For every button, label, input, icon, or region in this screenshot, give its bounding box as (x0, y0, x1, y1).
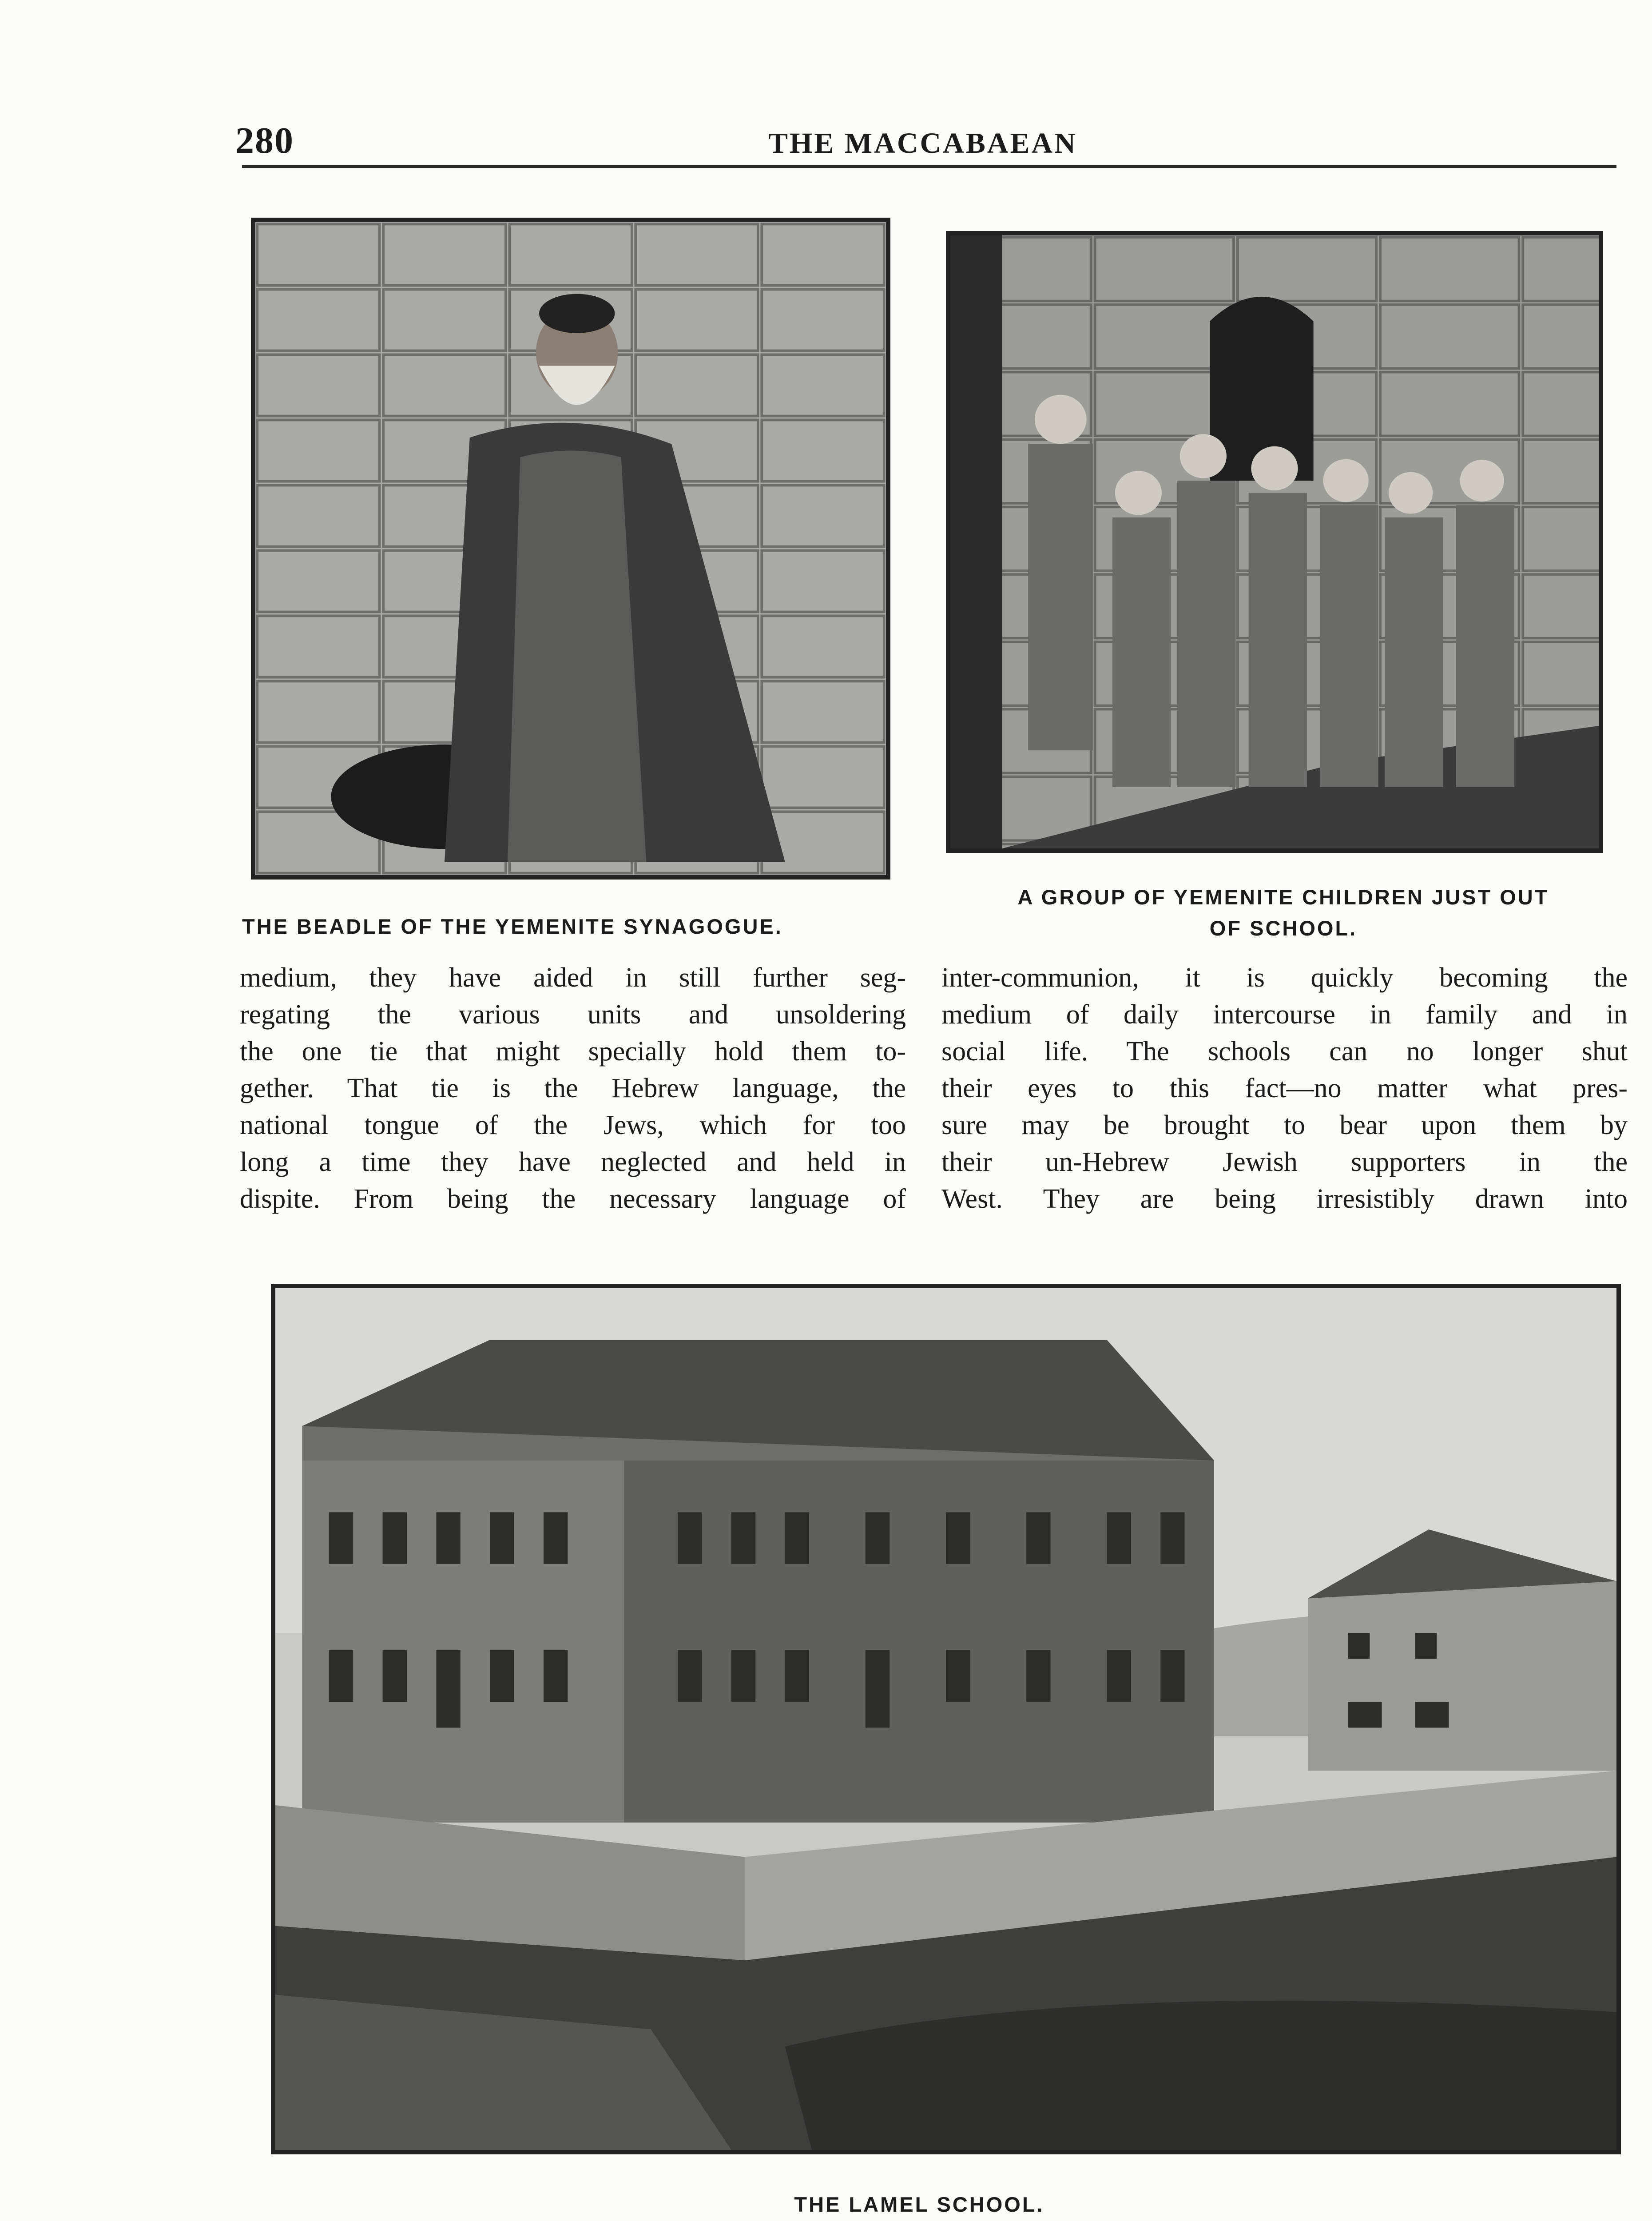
photo-school (271, 1284, 1621, 2154)
children-photo-illustration (950, 235, 1599, 848)
caption-school: THE LAMEL SCHOOL. (794, 2193, 1044, 2216)
text-line: medium of daily intercourse in family and in (941, 999, 1628, 1030)
text-line: long a time they have neglected and held in (240, 1147, 906, 1177)
text-line: dispite. From being the necessary language of (240, 1184, 906, 1214)
beadle-photo-illustration (255, 222, 886, 875)
text-line: social life. The schools can no longer shut (941, 1036, 1628, 1067)
header-rule (242, 165, 1616, 168)
text-line: medium, they have aided in still further seg- (240, 963, 906, 993)
caption-beadle: THE BEADLE OF THE YEMENITE SYNAGOGUE. (242, 915, 783, 938)
text-line: their un-Hebrew Jewish supporters in the (941, 1147, 1628, 1177)
caption-children-line1: A GROUP OF YEMENITE CHILDREN JUST OUT (1017, 885, 1549, 909)
text-line: West. They are being irresistibly drawn into (941, 1184, 1628, 1214)
caption-children (937, 882, 1630, 944)
text-line: inter-communion, it is quickly becoming the (941, 963, 1628, 993)
text-line: their eyes to this fact—no matter what pres- (941, 1073, 1628, 1103)
body-left-column (240, 959, 906, 1218)
running-title: THE MACCABAEAN (768, 127, 1077, 159)
caption-children-line2: OF SCHOOL. (1209, 916, 1358, 940)
body-right-column (941, 959, 1628, 1218)
text-line: gether. That tie is the Hebrew language, the (240, 1073, 906, 1103)
photo-beadle (251, 218, 890, 880)
text-line: sure may be brought to bear upon them by (941, 1110, 1628, 1140)
school-photo-illustration (275, 1288, 1616, 2150)
text-line: regating the various units and unsoldering (240, 999, 906, 1030)
text-line: national tongue of the Jews, which for too (240, 1110, 906, 1140)
page-number: 280 (235, 120, 294, 161)
photo-children (946, 231, 1603, 853)
text-line: the one tie that might specially hold them to- (240, 1036, 906, 1067)
